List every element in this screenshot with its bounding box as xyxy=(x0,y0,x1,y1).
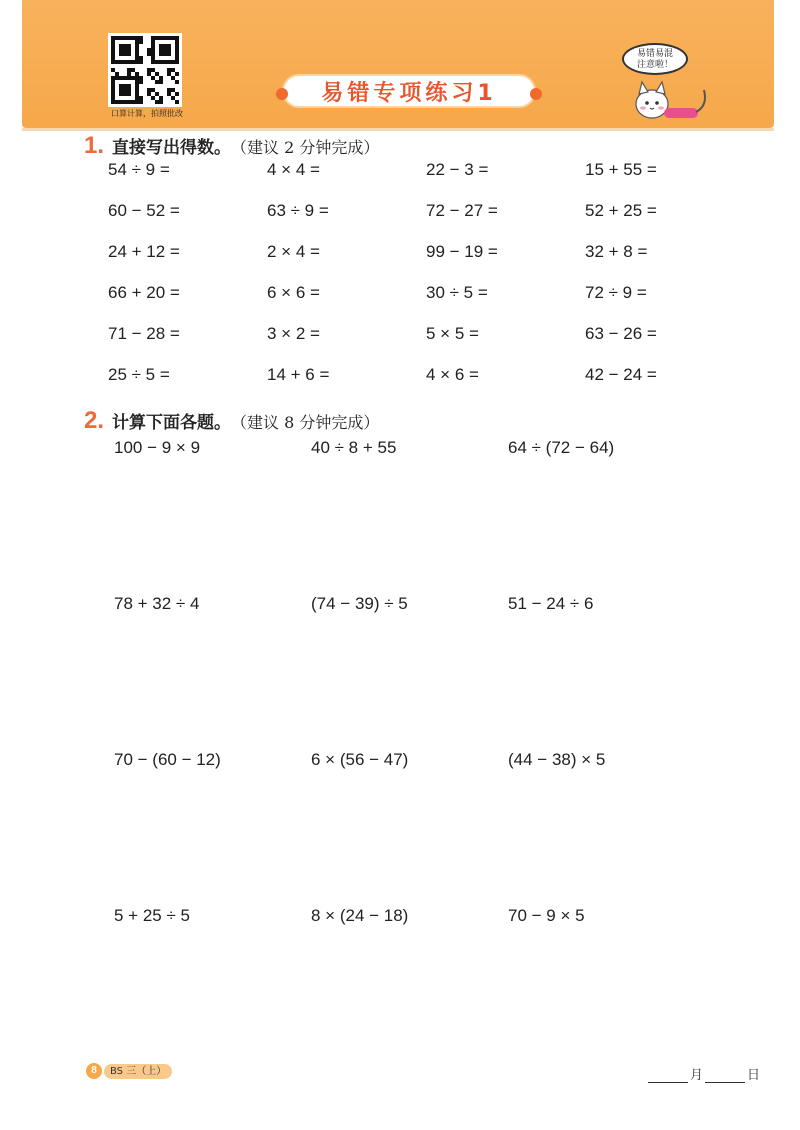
calc-item: (74 − 39) ÷ 5 xyxy=(311,594,408,613)
title-pill xyxy=(282,74,536,108)
calc-item: 70 − 9 × 5 xyxy=(508,906,585,925)
qr-code[interactable] xyxy=(108,33,182,107)
section-1-title: 直接写出得数。 xyxy=(112,138,232,158)
calc-row xyxy=(114,594,705,750)
drill-item: 4 × 6 = xyxy=(426,365,479,384)
calc-row xyxy=(114,438,705,594)
section-1-hint: （建议 2 分钟完成） xyxy=(231,138,380,157)
calc-item: 100 − 9 × 9 xyxy=(114,438,201,457)
drill-item: 32 + 8 = xyxy=(585,242,648,261)
calc-item: 5 + 25 ÷ 5 xyxy=(114,906,190,925)
section-2-title: 计算下面各题。 xyxy=(112,413,232,433)
section-1-number: 1. xyxy=(84,132,105,159)
section-2-hint: （建议 8 分钟完成） xyxy=(231,413,380,432)
drill-item: 14 + 6 = xyxy=(267,365,330,384)
drill-item: 54 ÷ 9 = xyxy=(108,160,170,179)
bubble-line-2: 注意啦！ xyxy=(636,60,673,70)
drill-item: 15 + 55 = xyxy=(585,160,657,179)
drill-item: 2 × 4 = xyxy=(267,242,320,261)
qr-pattern xyxy=(111,36,179,104)
drill-item: 72 − 27 = xyxy=(426,201,498,220)
drill-item: 6 × 6 = xyxy=(267,283,320,302)
oral-calculation-grid xyxy=(108,160,744,406)
section-2-number: 2. xyxy=(84,407,105,434)
bubble-line-1: 易错易混 xyxy=(636,49,673,59)
grade-label: BS 三（上） xyxy=(104,1064,172,1079)
day-label: 日 xyxy=(747,1068,761,1083)
drill-row xyxy=(108,324,744,365)
drill-item: 60 − 52 = xyxy=(108,201,180,220)
calc-item: 64 ÷ (72 − 64) xyxy=(508,438,615,457)
drill-row xyxy=(108,160,744,201)
drill-item: 66 + 20 = xyxy=(108,283,180,302)
drill-row xyxy=(108,283,744,324)
drill-item: 3 × 2 = xyxy=(267,324,320,343)
drill-item: 24 + 12 = xyxy=(108,242,180,261)
month-label: 月 xyxy=(690,1068,704,1083)
drill-item: 72 ÷ 9 = xyxy=(585,283,647,302)
calc-row xyxy=(114,906,705,1062)
speech-bubble xyxy=(622,43,688,75)
calc-row xyxy=(114,750,705,906)
cat-mascot-icon xyxy=(630,78,710,122)
drill-item: 25 ÷ 5 = xyxy=(108,365,170,384)
drill-item: 5 × 5 = xyxy=(426,324,479,343)
day-blank[interactable] xyxy=(705,1071,745,1083)
drill-row xyxy=(108,242,744,283)
calculation-grid xyxy=(114,438,705,1062)
header-divider xyxy=(22,128,774,131)
page-badge xyxy=(86,1063,172,1079)
title-dot-left xyxy=(276,88,288,100)
date-fill-in xyxy=(646,1064,760,1083)
drill-item: 30 ÷ 5 = xyxy=(426,283,488,302)
drill-row xyxy=(108,201,744,242)
page-number: 8 xyxy=(86,1063,102,1079)
drill-item: 42 − 24 = xyxy=(585,365,657,384)
qr-caption: 口算计算，拍照批改 xyxy=(111,109,183,118)
calc-item: 40 ÷ 8 + 55 xyxy=(311,438,397,457)
month-blank[interactable] xyxy=(648,1071,688,1083)
drill-item: 22 − 3 = xyxy=(426,160,489,179)
calc-item: 70 − (60 − 12) xyxy=(114,750,221,769)
calc-item: 8 × (24 − 18) xyxy=(311,906,409,925)
section-2-heading xyxy=(84,407,379,435)
drill-item: 52 + 25 = xyxy=(585,201,657,220)
calc-item: 6 × (56 − 47) xyxy=(311,750,409,769)
drill-item: 63 − 26 = xyxy=(585,324,657,343)
drill-row xyxy=(108,365,744,406)
section-1-heading xyxy=(84,132,379,160)
page-title: 易错专项练习1 xyxy=(321,80,497,106)
calc-item: (44 − 38) × 5 xyxy=(508,750,606,769)
calc-item: 78 + 32 ÷ 4 xyxy=(114,594,200,613)
drill-item: 71 − 28 = xyxy=(108,324,180,343)
title-dot-right xyxy=(530,88,542,100)
calc-item: 51 − 24 ÷ 6 xyxy=(508,594,594,613)
drill-item: 4 × 4 = xyxy=(267,160,320,179)
drill-item: 63 ÷ 9 = xyxy=(267,201,329,220)
drill-item: 99 − 19 = xyxy=(426,242,498,261)
